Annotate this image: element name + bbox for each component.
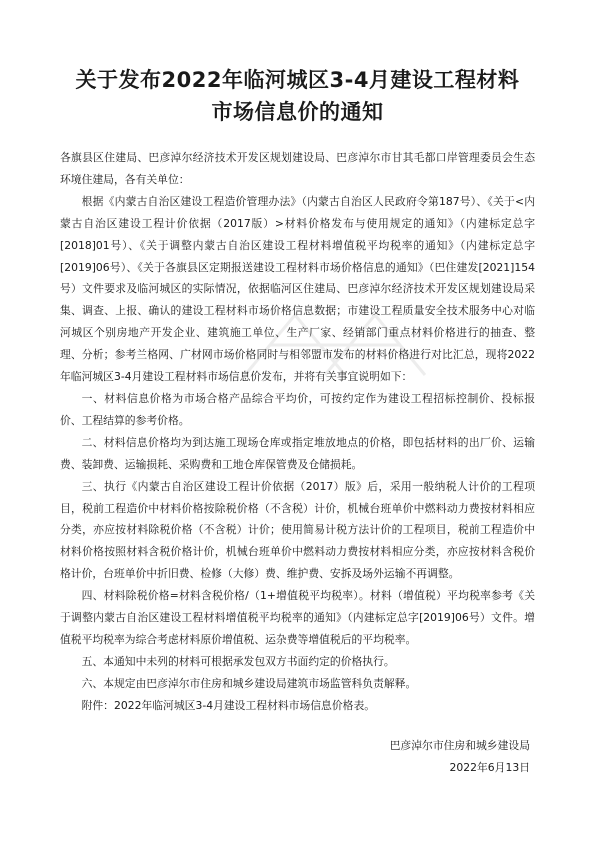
signature-organization: 巴彦淖尔市住房和城乡建设局 [389,739,530,752]
document-body [60,147,535,717]
paragraph-basis: 根据《内蒙古自治区建设工程造价管理办法》（内蒙古自治区人民政府令第187号）、《关于<内蒙古自治区建设工程计价依据（2017版）>材料价格发布与使用规定的通知》（内建标定总字[2018]01号）、《关于调整内蒙古自治区建设工程材料增值税平均税率的通知》（内建标定总字[2019]06号）、《关于各旗县区定期报送建设工程材料市场价格信息的通知》（巴住建发[2021]154号）文件要求及临河城区的实际情况，依据临河区住建局、巴彦淖尔经济技术开发区规划建设局采集、调查、上报、确认的建设工程材料市场价格信息数据；市建设工程质量安全技术服务中心对临河城区个别房地产开发企业、建筑施工单位、生产厂家、经销部门重点材料价格进行的抽查、整理、分析；参考兰格网、广材网市场价格同时与相邻盟市发布的材料价格进行对比汇总，现将2022年临河城区3-4月建设工程材料市场信息价发布，并将有关事宜说明如下： [60,194,535,384]
title-line-2: 市场信息价的通知 [211,100,384,124]
paragraph-item-5: 五、本通知中未列的材料可根据承发包双方书面约定的价格执行。 [81,654,395,668]
paragraph-item-2: 二、材料信息价格均为到达施工现场仓库或指定堆放地点的价格，即包括材料的出厂价、运输费、装卸费、运输损耗、采购费和工地仓库保管费及仓储损耗。 [60,435,535,471]
document-title [40,64,555,128]
addressee: 各旗县区住建局、巴彦淖尔经济技术开发区规划建设局、巴彦淖尔市甘其毛都口岸管理委员会生态环境住建局，各有关单位： [60,151,535,186]
signature-date: 2022年6月13日 [449,761,530,774]
paragraph-item-4: 四、材料除税价格=材料含税价格/（1+增值税平均税率）。材料（增值税）平均税率参考《关于调整内蒙古自治区建设工程材料增值税平均税率的通知》（内建标定总字[2019]06号）文件。增值税平均税率为综合考虑材料原价增值税、运杂费等增值税后的平均税率。 [60,589,535,646]
title-line-1: 关于发布2022年临河城区3-4月建设工程材料 [75,68,520,92]
paragraph-item-3: 三、执行《内蒙古自治区建设工程计价依据（2017）版》后，采用一般纳税人计价的工程项目，税前工程造价中材料价格按除税价格（不含税）计价，机械台班单价中燃料动力费按材料相应分类，亦应按材料除税价格（不含税）计价；使用简易计税方法计价的工程项目，税前工程造价中材料价格按照材料含税价格计价，机械台班单价中燃料动力费按材料相应分类，亦应按材料含税价格计价，台班单价中折旧费、检修（大修）费、维护费、安拆及场外运输不再调整。 [60,479,535,581]
paragraph-item-6: 六、本规定由巴彦淖尔市住房和城乡建设局建筑市场监管科负责解释。 [81,676,417,690]
paragraph-item-1: 一、材料信息价格为市场合格产品综合平均价，可按约定作为建设工程招标控制价、投标报价、工程结算的参考价格。 [60,391,535,427]
attachment-note: 附件：2022年临河城区3-4月建设工程材料市场信息价格表。 [81,698,376,712]
